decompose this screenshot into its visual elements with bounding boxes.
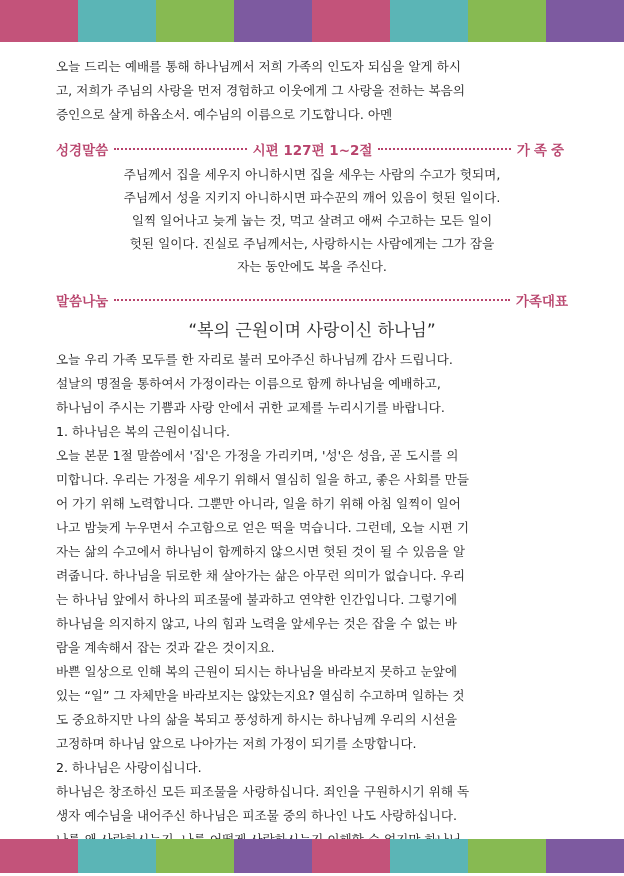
verse-line: 주님께서 성을 지키지 아니하시면 파수꾼의 깨어 있음이 헛된 일이다.: [123, 190, 501, 205]
stripe-segment: [156, 839, 234, 873]
dotted-leader: [114, 299, 510, 301]
sermon-line: 자는 삶의 수고에서 하나님이 함께하지 않으시면 헛된 것이 될 수 있음을 알: [56, 544, 466, 559]
sermon-line: 려줍니다. 하나님을 뒤로한 채 살아가는 삶은 아무런 의미가 없습니다. 우리: [56, 568, 466, 583]
sharing-leader: 가족대표: [515, 294, 568, 310]
stripe-segment: [468, 0, 546, 42]
sermon-line: 어 가기 위해 노력합니다. 그뿐만 아니라, 일을 하기 위해 아침 일찍이 일어: [56, 496, 461, 511]
bottom-color-stripe: [0, 839, 624, 873]
stripe-segment: [0, 0, 78, 42]
stripe-segment: [0, 839, 78, 873]
sharing-label: 말씀나눔: [56, 294, 109, 310]
sermon-line: 오늘 본문 1절 말씀에서 '집'은 가정을 가리키며, '성'은 성읍, 곧 도시를 의: [56, 448, 459, 463]
sermon-line: 도 중요하지만 나의 삶을 복되고 풍성하게 하시는 하나님께 우리의 시선을: [56, 712, 457, 727]
stripe-segment: [546, 0, 624, 42]
stripe-segment: [234, 839, 312, 873]
verse-line: 주님께서 집을 세우지 아니하시면 집을 세우는 사람의 수고가 헛되며,: [123, 167, 501, 182]
prayer-line: 고, 저희가 주님의 사랑을 먼저 경험하고 이웃에게 그 사랑을 전하는 복음의: [56, 83, 466, 98]
sermon-line: 바쁜 일상으로 인해 복의 근원이 되시는 하나님을 바라보지 못하고 눈앞에: [56, 664, 457, 679]
scripture-reader: 가족중: [516, 143, 569, 159]
stripe-segment: [156, 0, 234, 42]
scripture-verse: [62, 163, 562, 278]
sermon-title: “복의 근원이며 사랑이신 하나님”: [188, 321, 436, 341]
stripe-segment: [390, 0, 468, 42]
stripe-segment: [312, 839, 390, 873]
sermon-point-heading: 2. 하나님은 사랑이십니다.: [56, 760, 202, 775]
prayer-paragraph: [56, 55, 568, 127]
sermon-line: 하나님은 창조하신 모든 피조물을 사랑하십니다. 죄인을 구원하시기 위해 독: [56, 784, 470, 799]
prayer-line: 오늘 드리는 예배를 통해 하나님께서 저희 가족의 인도자 되심을 알게 하시: [56, 59, 461, 74]
top-color-stripe: [0, 0, 624, 42]
sermon-line: 있는 “일” 그 자체만을 바라보지는 않았는지요? 열심히 수고하며 일하는 것: [56, 688, 465, 703]
stripe-segment: [546, 839, 624, 873]
sermon-line: 설날의 명절을 통하여서 가정이라는 이름으로 함께 하나님을 예배하고,: [56, 376, 441, 391]
sermon-line: 람을 계속해서 잡는 것과 같은 것이지요.: [56, 640, 275, 655]
stripe-segment: [312, 0, 390, 42]
verse-line: 자는 동안에도 복을 주신다.: [237, 259, 387, 274]
sermon-line: 하나님이 주시는 기쁨과 사랑 안에서 귀한 교제를 누리시기를 바랍니다.: [56, 400, 445, 415]
scripture-label: 성경말씀: [56, 143, 109, 159]
dotted-leader: [378, 148, 510, 150]
stripe-segment: [390, 839, 468, 873]
scripture-reference: 시편 127편 1~2절: [252, 143, 373, 159]
stripe-segment: [78, 0, 156, 42]
stripe-segment: [78, 839, 156, 873]
prayer-line: 증인으로 살게 하옵소서. 예수님의 이름으로 기도합니다. 아멘: [56, 107, 393, 122]
dotted-leader: [114, 148, 246, 150]
stripe-segment: [234, 0, 312, 42]
scripture-header: [56, 137, 568, 161]
sermon-line: 고정하며 하나님 앞으로 나아가는 저희 가정이 되기를 소망합니다.: [56, 736, 417, 751]
sermon-line: 생자 예수님을 내어주신 하나님은 피조물 중의 하나인 나도 사랑하십니다.: [56, 808, 457, 823]
sermon-line: 미합니다. 우리는 가정을 세우기 위해서 열심히 일을 하고, 좋은 사회를 만들: [56, 472, 470, 487]
stripe-segment: [468, 839, 546, 873]
verse-line: 헛된 일이다. 진실로 주님께서는, 사랑하시는 사람에게는 그가 잠을: [129, 236, 495, 251]
sermon-line: 오늘 우리 가족 모두를 한 자리로 불러 모아주신 하나님께 감사 드립니다.: [56, 352, 453, 367]
sermon-line: 나고 밤늦게 누우면서 수고함으로 얻은 떡을 먹습니다. 그런데, 오늘 시편 기: [56, 520, 470, 535]
sermon-point-heading: 1. 하나님은 복의 근원이십니다.: [56, 424, 231, 439]
sermon-line: 하나님을 의지하지 않고, 나의 힘과 노력을 앞세우는 것은 잡을 수 없는 바: [56, 616, 457, 631]
bulletin-content: [56, 55, 568, 876]
sermon-body: [56, 348, 568, 876]
sharing-header: [56, 288, 568, 312]
verse-line: 일찍 일어나고 늦게 눕는 것, 먹고 살려고 애써 수고하는 모든 일이: [131, 213, 493, 228]
sermon-line: 는 하나님 앞에서 하나의 피조물에 불과하고 연약한 인간입니다. 그렇기에: [56, 592, 457, 607]
